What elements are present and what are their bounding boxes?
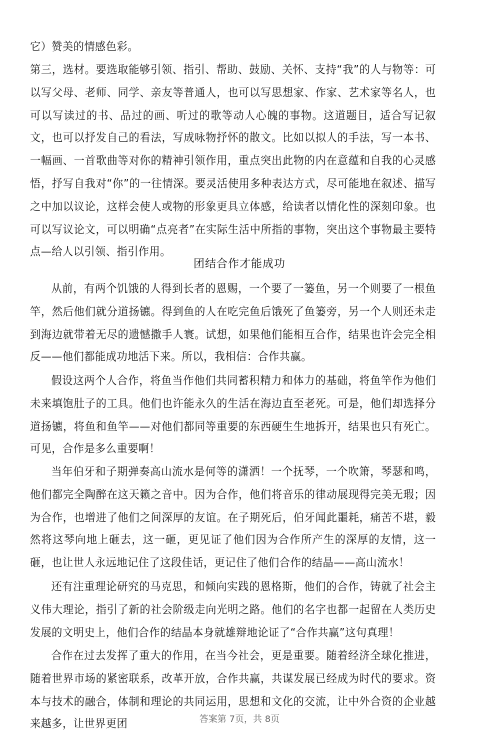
essay-paragraph-5: 合作在过去发挥了重大的作用，在当今社会，更是重要。随着经济全球化推进，随着世界市场的紧密联系，改革开放，合作共赢，共谋发展已经成为时代的要求。资本与技术的融合，体制和理论的共同运用，思想和文化的交流，让中外合资的企业越来越多，让世界更团 xyxy=(30,650,436,731)
point-three-paragraph: 第三，选材。要选取能够引领、指引、帮助、鼓励、关怀、支持“我”的人与物等：可以写父母、老师、同学、亲友等普通人，也可以写思想家、作家、艺术家等名人，也可以写读过的书、品过的画、听过的歌等动人心魄的事物。这道题目，适合写记叙文，也可以抒发自己的看法，写成咏物抒怀的散文。比如以拟人的手法，写一本书、一幅画、一首歌曲等对你的精神引领作用，重点突出此物的内在意蕴和自我的心灵感悟，抒写自我对“你”的一往情深。要灵活使用多种表达方式，尽可能地在叙述、描写之中加以议论，这样会使人或物的形象更具立体感，给读者以情化性的深刻印象。也可以写议论文，可以明确“点亮者”在实际生活中所指的事物，突出这个事物最主要特点—给人以引领、指引作用。 xyxy=(30,64,436,259)
essay-paragraph-2: 假设这两个人合作，将鱼当作他们共同蓄积精力和体力的基础，将鱼竿作为他们未来填饱肚子的工具。他们也许能永久的生活在海边直至老死。可是，他们却选择分道扬镳，将鱼和鱼竿——对他们都同等重要的东西硬生生地拆开，结果也只有死亡。可见，合作是多么重要啊！ xyxy=(30,375,436,456)
essay-paragraph-4: 还有注重理论研究的马克思，和倾向实践的恩格斯，他们的合作，铸就了社会主义伟大理论，指引了新的社会阶级走向光明之路。他们的名字也都一起留在人类历史发展的文明史上，他们合作的结晶本身就雄辩地论证了“合作共赢”这句真理！ xyxy=(30,581,436,639)
intro-line: 它）赞美的情感色彩。 xyxy=(30,41,139,53)
essay-paragraph-3: 当年伯牙和子期弹奏高山流水是何等的潇洒！一个抚琴，一个吹箫，琴瑟和鸣，他们都完全陶醉在这天籁之音中。因为合作，他们将音乐的律动展现得完美无瑕；因为合作，也增进了他们之间深厚的友谊。在子期死后，伯牙闻此噩耗，痛苦不堪，毅然将这琴向地上砸去，这一砸，更见证了他们因为合作所产生的深厚的友情，这一砸，也让世人永远地记住了这段佳话，更记住了他们合作的结晶——高山流水！ xyxy=(30,466,436,570)
essay-paragraph-1: 从前，有两个饥饿的人得到长者的恩赐，一个要了一篓鱼，另一个则要了一根鱼竿，然后他们就分道扬镳。得到鱼的人在吃完鱼后饿死了鱼篓旁，另一个人则还未走到海边就带着无尽的遗憾撒手人寰。试想，如果他们能相互合作，结果也许会完全相反——他们都能成功地活下来。所以，我相信：合作共赢。 xyxy=(30,283,436,364)
essay-title: 团结合作才能成功 xyxy=(193,257,286,270)
page-footer: 答案第 7页，共 8页 xyxy=(199,715,280,725)
